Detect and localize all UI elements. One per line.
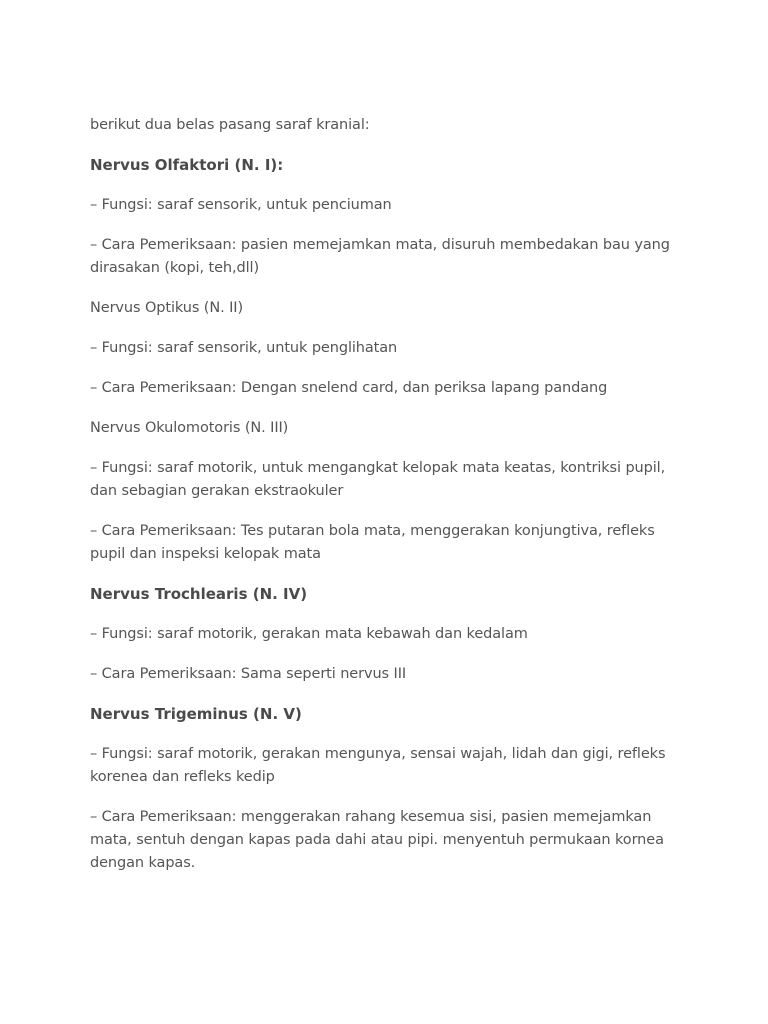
section-heading-okulomotoris: Nervus Okulomotoris (N. III) — [90, 420, 289, 436]
trochlearis-fungsi: – Fungsi: saraf motorik, gerakan mata kebawah dan kedalam — [90, 626, 528, 642]
olfaktori-pemeriksaan: – Cara Pemeriksaan: pasien memejamkan mata, disuruh membedakan bau yang dirasakan (kopi, teh,dll) — [90, 237, 670, 276]
section-heading-trochlearis: Nervus Trochlearis (N. IV) — [90, 585, 308, 603]
optikus-fungsi: – Fungsi: saraf sensorik, untuk penglihatan — [90, 340, 398, 356]
section-heading-olfaktori: Nervus Olfaktori (N. I): — [90, 156, 284, 174]
okulomotoris-fungsi: – Fungsi: saraf motorik, untuk mengangkat kelopak mata keatas, kontriksi pupil, dan sebagian gerakan ekstraokuler — [90, 460, 666, 499]
section-heading-optikus: Nervus Optikus (N. II) — [90, 300, 244, 316]
trigeminus-fungsi: – Fungsi: saraf motorik, gerakan mengunya, sensai wajah, lidah dan gigi, refleks korenea dan refleks kedip — [90, 746, 666, 785]
section-heading-trigeminus: Nervus Trigeminus (N. V) — [90, 705, 302, 723]
intro-text: berikut dua belas pasang saraf kranial: — [90, 117, 370, 133]
optikus-pemeriksaan: – Cara Pemeriksaan: Dengan snelend card, dan periksa lapang pandang — [90, 380, 608, 396]
olfaktori-fungsi: – Fungsi: saraf sensorik, untuk penciuman — [90, 197, 392, 213]
trigeminus-pemeriksaan: – Cara Pemeriksaan: menggerakan rahang kesemua sisi, pasien memejamkan mata, sentuh dengan kapas pada dahi atau pipi. menyentuh permukaan kornea dengan kapas. — [90, 809, 664, 871]
okulomotoris-pemeriksaan: – Cara Pemeriksaan: Tes putaran bola mata, menggerakan konjungtiva, refleks pupil dan inspeksi kelopak mata — [90, 523, 655, 562]
document-body — [90, 114, 680, 892]
trochlearis-pemeriksaan: – Cara Pemeriksaan: Sama seperti nervus III — [90, 666, 407, 682]
